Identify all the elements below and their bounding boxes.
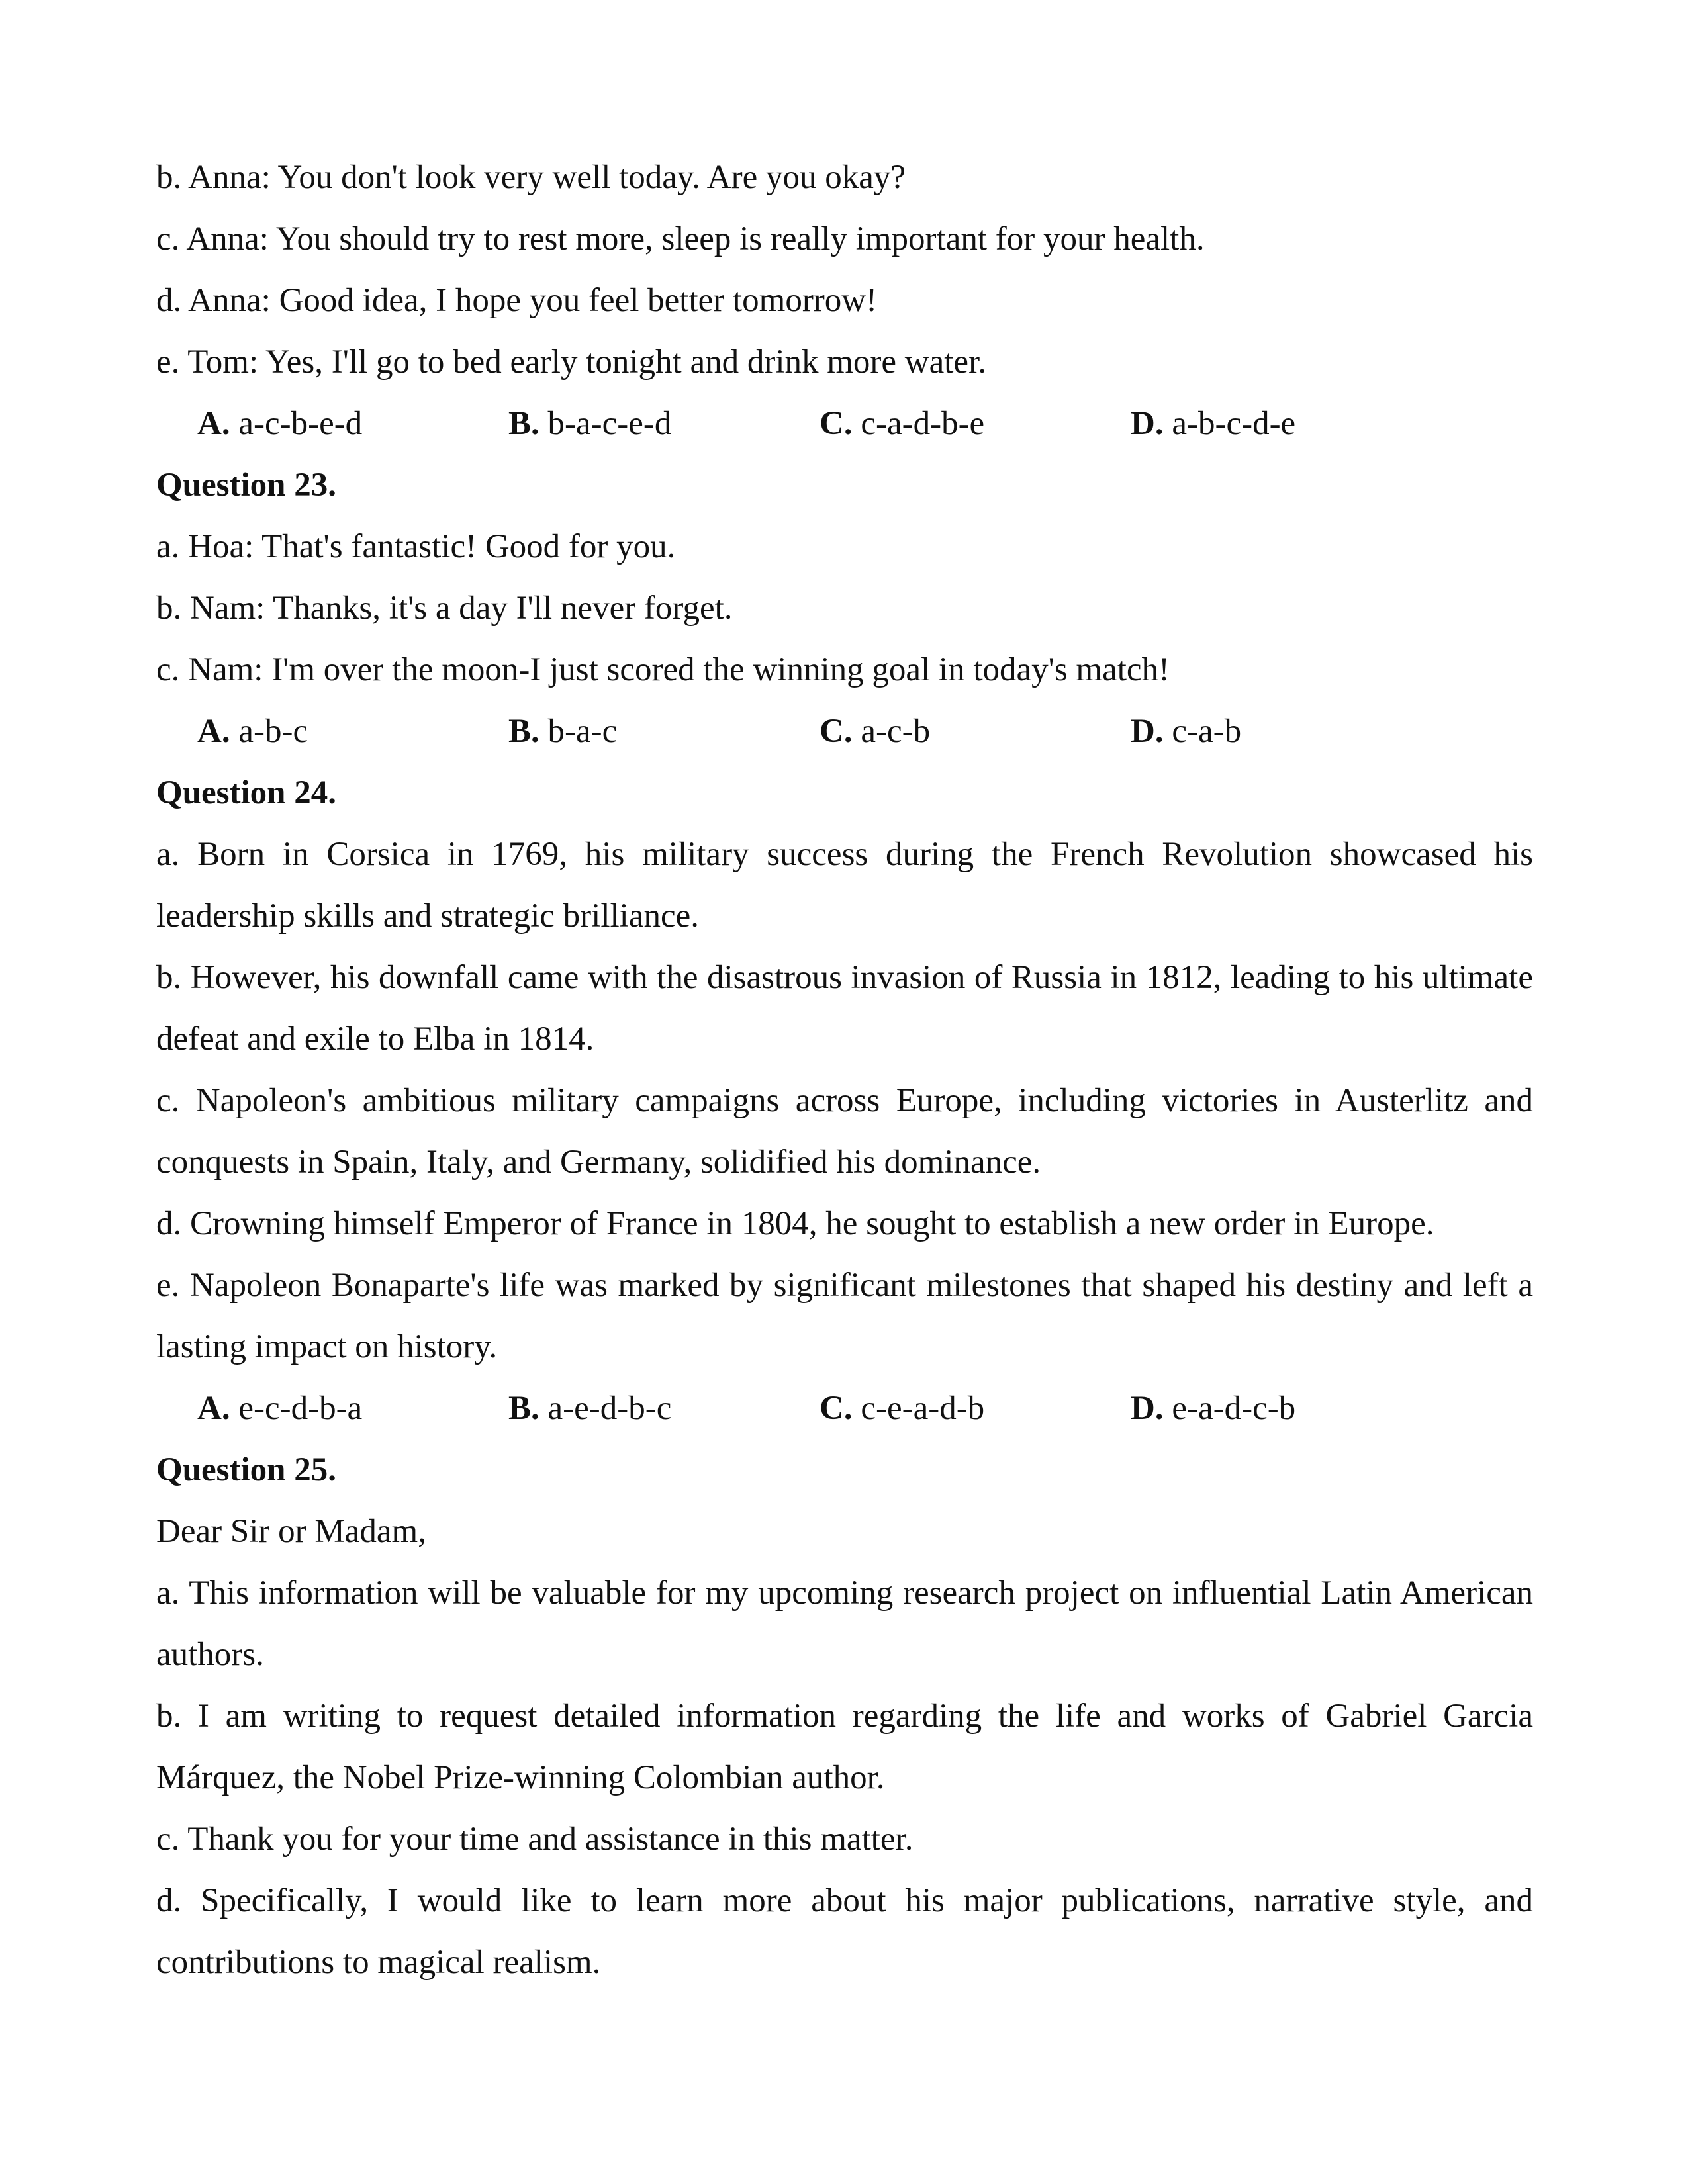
q25-salutation: Dear Sir or Madam,	[156, 1513, 426, 1550]
q22-options	[156, 393, 1533, 455]
q23-heading: Question 23.	[156, 467, 337, 504]
q23-line-a: a. Hoa: That's fantastic! Good for you.	[156, 528, 676, 565]
q24-line-a: a. Born in Corsica in 1769, his military success during the French Revolution showcased his leadership skills and strategic brilliance.	[156, 836, 1533, 934]
q24-line-b: b. However, his downfall came with the disastrous invasion of Russia in 1812, leading to his ultimate defeat and exile to Elba in 1814.	[156, 959, 1533, 1058]
q25-line-c: c. Thank you for your time and assistance in this matter.	[156, 1821, 914, 1858]
q22-line-d: d. Anna: Good idea, I hope you feel better tomorrow!	[156, 282, 878, 319]
q22-option-b[interactable]: B. b-a-c-e-d	[508, 405, 672, 442]
q25-line-a: a. This information will be valuable for my upcoming research project on influential Latin American authors.	[156, 1574, 1533, 1673]
q24-line-d: d. Crowning himself Emperor of France in 1804, he sought to establish a new order in Europe.	[156, 1205, 1434, 1242]
q24-option-c[interactable]: C. c-e-a-d-b	[820, 1390, 985, 1427]
q25-line-b: b. I am writing to request detailed information regarding the life and works of Gabriel Garcia Márquez, the Nobel Prize-winning Colombian author.	[156, 1698, 1533, 1796]
q22-option-c[interactable]: C. c-a-d-b-e	[820, 405, 985, 442]
q24-line-c: c. Napoleon's ambitious military campaigns across Europe, including victories in Austerlitz and conquests in Spain, Italy, and Germany, solidified his dominance.	[156, 1082, 1533, 1181]
q22-line-b: b. Anna: You don't look very well today. Are you okay?	[156, 159, 906, 196]
q23-options	[156, 701, 1533, 762]
q24-option-a[interactable]: A. e-c-d-b-a	[197, 1390, 363, 1427]
q25-heading: Question 25.	[156, 1451, 337, 1488]
q24-line-e: e. Napoleon Bonaparte's life was marked by significant milestones that shaped his destiny and left a lasting impact on history.	[156, 1267, 1533, 1365]
q22-line-e: e. Tom: Yes, I'll go to bed early tonight and drink more water.	[156, 343, 986, 381]
q22-line-c: c. Anna: You should try to rest more, sleep is really important for your health.	[156, 220, 1205, 257]
q25-line-d: d. Specifically, I would like to learn more about his major publications, narrative style, and contributions to magical realism.	[156, 1882, 1533, 1981]
q22-option-d[interactable]: D. a-b-c-d-e	[1131, 405, 1296, 442]
q23-option-a[interactable]: A. a-b-c	[197, 713, 308, 750]
document-page	[156, 147, 1533, 1993]
q23-option-d[interactable]: D. c-a-b	[1131, 713, 1242, 750]
q24-heading: Question 24.	[156, 774, 337, 811]
q22-option-a[interactable]: A. a-c-b-e-d	[197, 405, 363, 442]
q23-line-b: b. Nam: Thanks, it's a day I'll never forget.	[156, 590, 733, 627]
q24-option-d[interactable]: D. e-a-d-c-b	[1131, 1390, 1296, 1427]
q23-line-c: c. Nam: I'm over the moon-I just scored the winning goal in today's match!	[156, 651, 1170, 688]
q23-option-c[interactable]: C. a-c-b	[820, 713, 931, 750]
q24-options	[156, 1378, 1533, 1439]
q23-option-b[interactable]: B. b-a-c	[508, 713, 618, 750]
q24-option-b[interactable]: B. a-e-d-b-c	[508, 1390, 672, 1427]
